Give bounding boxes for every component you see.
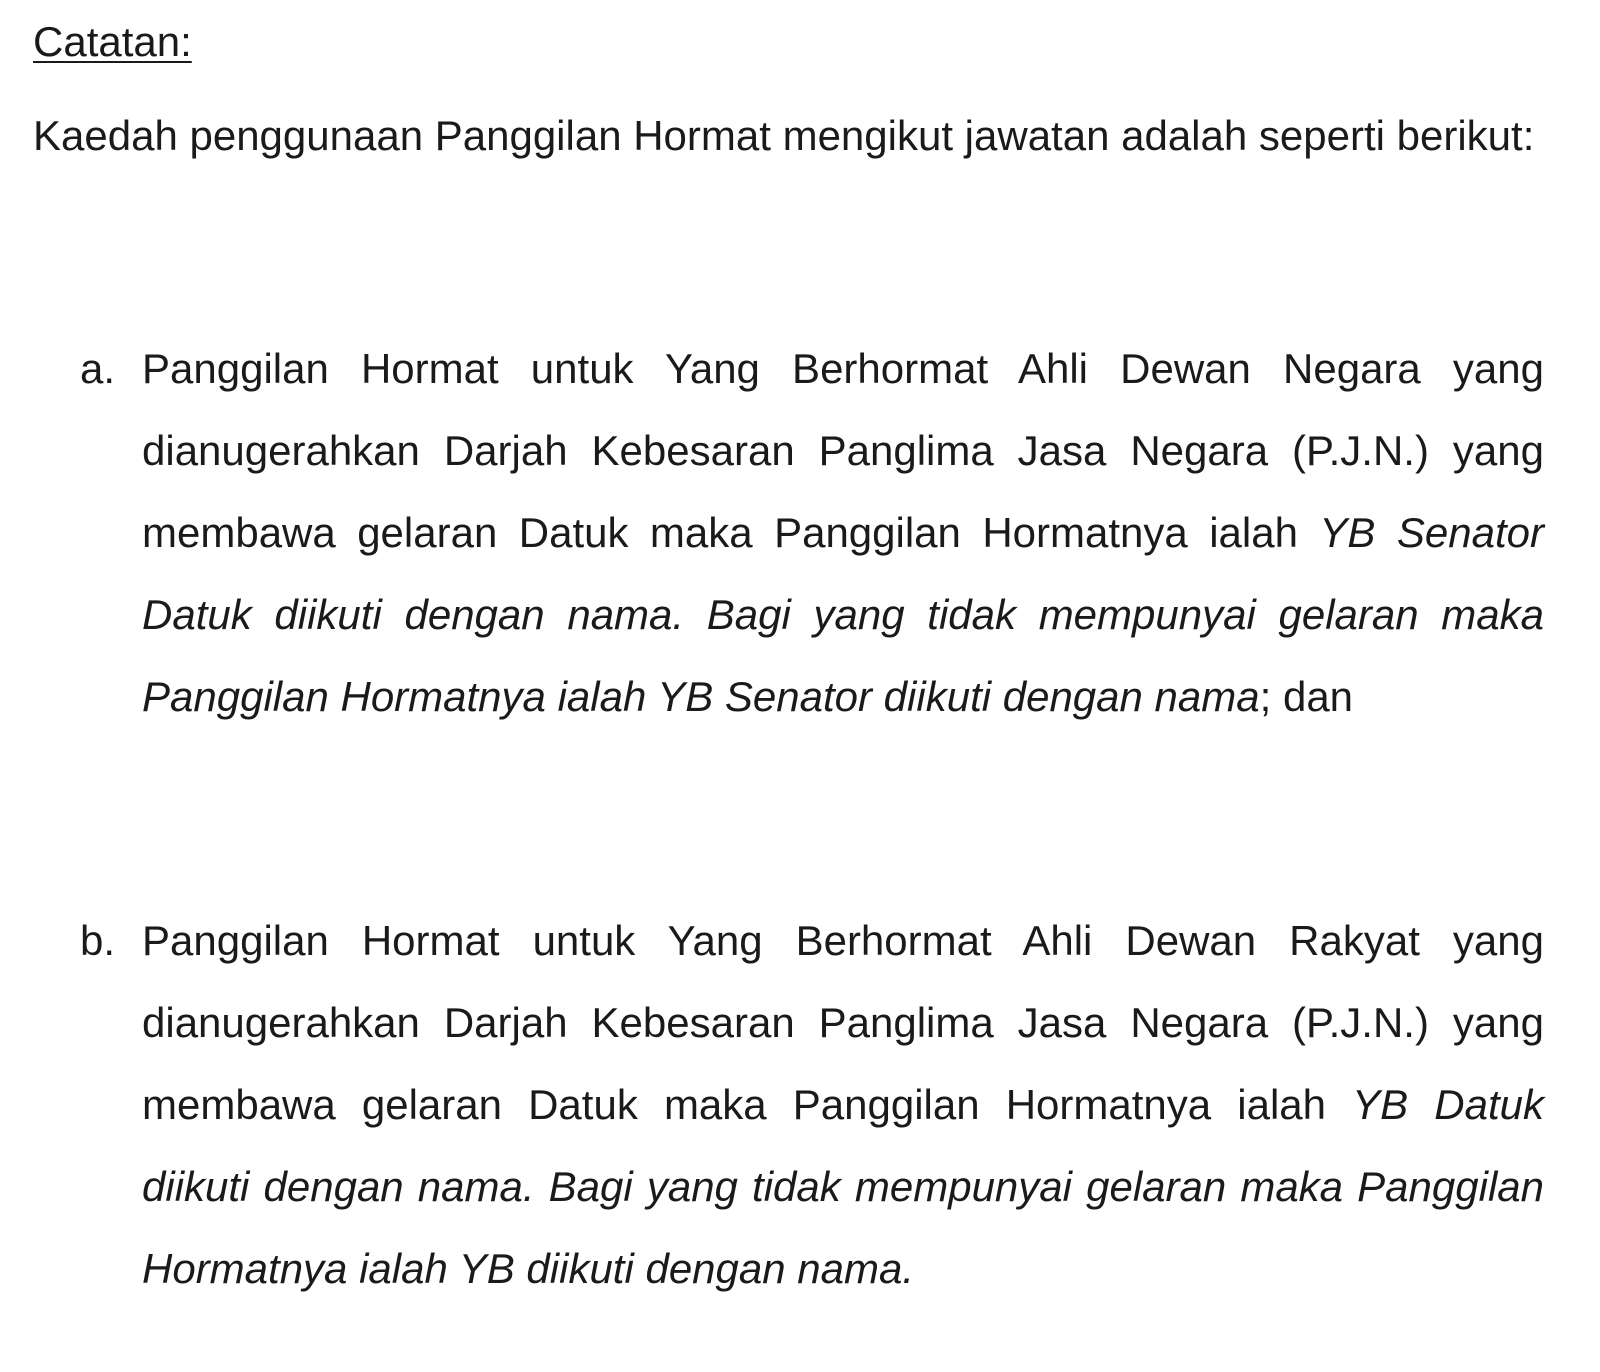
item-a-tail-text: ; dan	[1259, 673, 1354, 720]
item-a-italic-text: YB Senator Datuk diikuti dengan nama. Bagi yang tidak mempunyai gelaran maka Panggilan Hormatnya ialah YB Senator diikuti dengan nama	[142, 509, 1544, 720]
item-b-plain-text: Panggilan Hormat untuk Yang Berhormat Ahli Dewan Rakyat yang dianugerahkan Darjah Kebesaran Panglima Jasa Negara (P.J.N.) yang membawa gelaran Datuk maka Panggilan Hormatnya ialah	[142, 917, 1544, 1128]
list-marker-a: a.	[80, 345, 116, 392]
list-item-b-text	[142, 900, 1544, 1310]
item-b-italic-text: YB Datuk diikuti dengan nama. Bagi yang tidak mempunyai gelaran maka Panggilan Hormatnya ialah YB diikuti dengan nama.	[142, 1081, 1545, 1292]
notes-heading: Catatan:	[33, 18, 192, 65]
item-a-plain-text: Panggilan Hormat untuk Yang Berhormat Ahli Dewan Negara yang dianugerahkan Darjah Kebesaran Panglima Jasa Negara (P.J.N.) yang membawa gelaran Datuk maka Panggilan Hormatnya ialah	[142, 345, 1544, 556]
list-marker-b: b.	[80, 917, 116, 964]
intro-paragraph: Kaedah penggunaan Panggilan Hormat mengikut jawatan adalah seperti berikut:	[33, 112, 1535, 159]
list-item-a-text	[142, 328, 1544, 738]
